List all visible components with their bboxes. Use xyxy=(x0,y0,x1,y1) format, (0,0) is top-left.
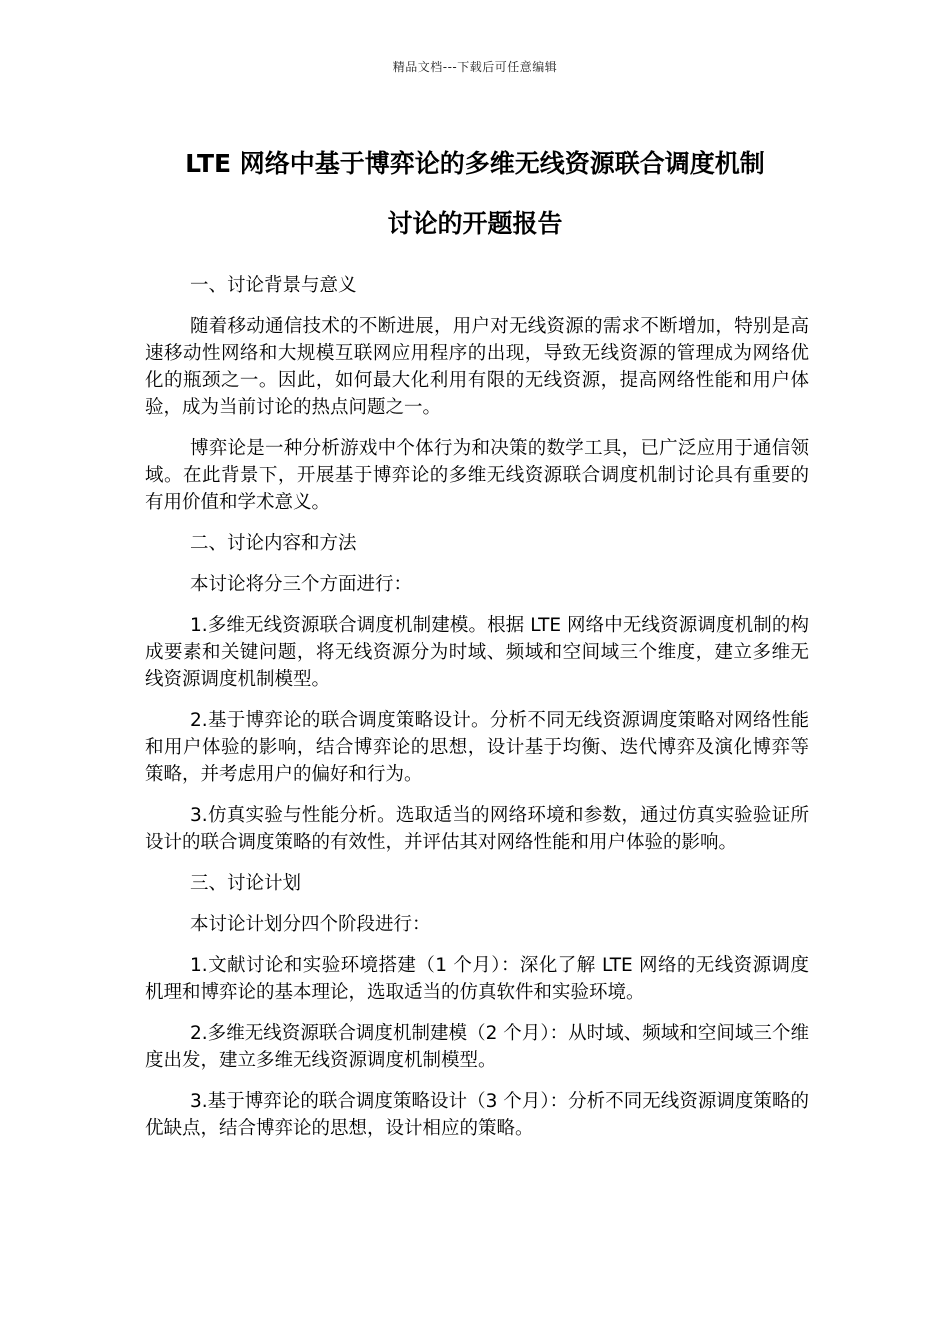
paragraph: 随着移动通信技术的不断进展，用户对无线资源的需求不断增加，特别是高速移动性网络和大规模互联网应用程序的出现，导致无线资源的管理成为网络优化的瓶颈之一。因此，如何最大化利用有限的无线资源，提高网络性能和用户体验，成为当前讨论的热点问题之一。 xyxy=(145,316,809,418)
title-line-1: LTE 网络中基于博弈论的多维无线资源联合调度机制 xyxy=(185,149,765,178)
list-item: 2.基于博弈论的联合调度策略设计。分析不同无线资源调度策略对网络性能和用户体验的影响，结合博弈论的思想，设计基于均衡、迭代博弈及演化博弈等策略，并考虑用户的偏好和行为。 xyxy=(145,710,809,785)
document-body xyxy=(145,272,809,1156)
paragraph: 本讨论计划分四个阶段进行： xyxy=(190,914,431,935)
header-note: 精品文档---下载后可任意编辑 xyxy=(392,60,558,74)
document-title xyxy=(140,134,810,254)
paragraph: 博弈论是一种分析游戏中个体行为和决策的数学工具，已广泛应用于通信领域。在此背景下，开展基于博弈论的多维无线资源联合调度机制讨论具有重要的有用价值和学术意义。 xyxy=(145,438,809,513)
list-item: 2.多维无线资源联合调度机制建模（2 个月）：从时域、频域和空间域三个维度出发，建立多维无线资源调度机制模型。 xyxy=(145,1023,809,1071)
paragraph: 本讨论将分三个方面进行： xyxy=(190,574,413,595)
section-heading: 三、讨论计划 xyxy=(190,873,302,894)
section-heading: 二、讨论内容和方法 xyxy=(190,533,357,554)
list-item: 3.基于博弈论的联合调度策略设计（3 个月）：分析不同无线资源调度策略的优缺点，结合博弈论的思想，设计相应的策略。 xyxy=(145,1091,809,1139)
list-item: 1.文献讨论和实验环境搭建（1 个月）：深化了解 LTE 网络的无线资源调度机理和博弈论的基本理论，选取适当的仿真软件和实验环境。 xyxy=(145,955,809,1003)
section-content-methods xyxy=(145,530,809,856)
list-item: 3.仿真实验与性能分析。选取适当的网络环境和参数，通过仿真实验验证所设计的联合调度策略的有效性，并评估其对网络性能和用户体验的影响。 xyxy=(145,805,809,853)
section-plan xyxy=(145,870,809,1142)
section-background xyxy=(145,272,809,516)
title-line-2: 讨论的开题报告 xyxy=(387,209,563,238)
list-item: 1.多维无线资源联合调度机制建模。根据 LTE 网络中无线资源调度机制的构成要素和关键问题，将无线资源分为时域、频域和空间域三个维度，建立多维无线资源调度机制模型。 xyxy=(145,615,809,690)
section-heading: 一、讨论背景与意义 xyxy=(190,275,357,296)
